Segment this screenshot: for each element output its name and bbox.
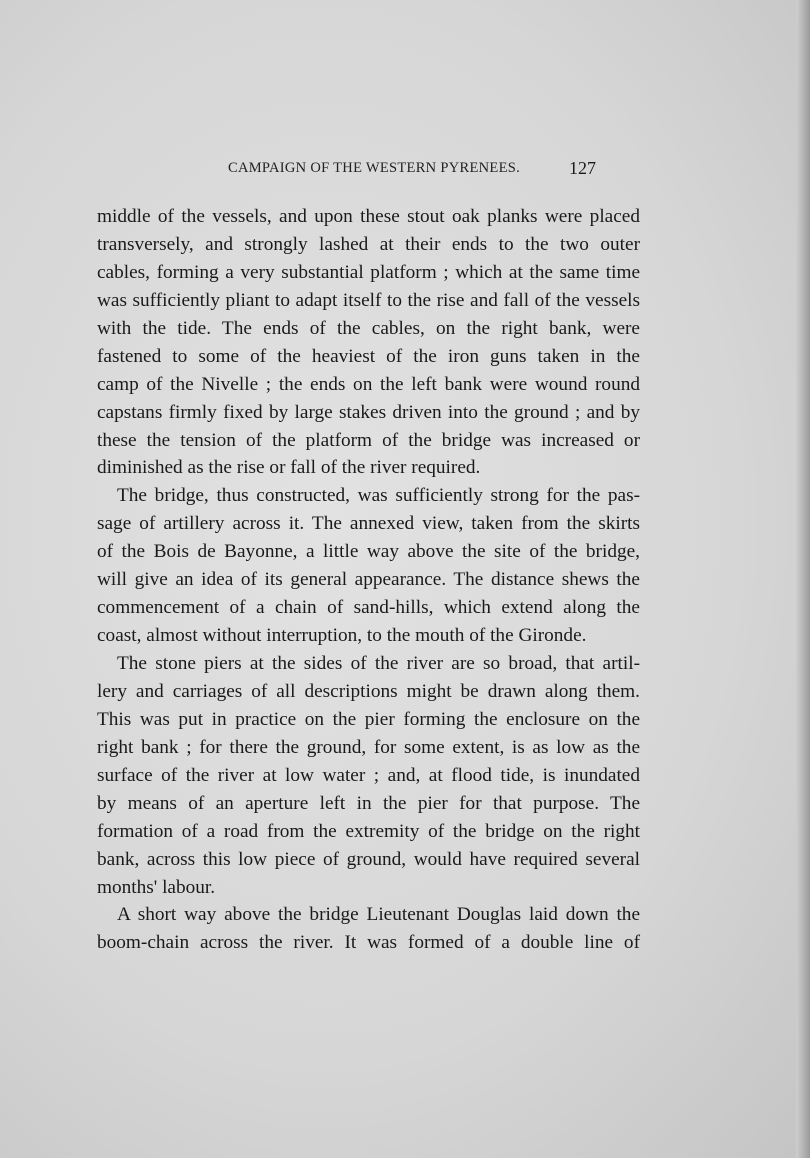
body-text (97, 203, 640, 957)
text-line: by means of an aperture left in the pier for that purpose. The (97, 792, 640, 814)
text-line: bank, across this low piece of ground, would have required several (97, 848, 640, 870)
text-line: boom-chain across the river. It was formed of a double line of (97, 932, 640, 954)
text-line: The stone piers at the sides of the river are so broad, that artil- (117, 653, 640, 674)
text-line: transversely, and strongly lashed at their ends to the two outer (97, 233, 640, 255)
text-line: formation of a road from the extremity of the bridge on the right (97, 820, 640, 842)
text-line: A short way above the bridge Lieutenant Douglas laid down the (117, 904, 640, 926)
text-line: This was put in practice on the pier forming the enclosure on the (97, 708, 640, 730)
text-line: coast, almost without interruption, to the mouth of the Gironde. (97, 625, 587, 647)
text-line: lery and carriages of all descriptions might be drawn along them. (97, 680, 640, 702)
text-line: cables, forming a very substantial platform ; which at the same time (97, 261, 640, 283)
text-line: months' labour. (97, 876, 216, 898)
text-line: will give an idea of its general appearance. The distance shews the (97, 569, 640, 591)
text-line: surface of the river at low water ; and, at flood tide, is inundated (97, 764, 640, 786)
text-line: with the tide. The ends of the cables, on the right bank, were (97, 317, 640, 339)
paragraph (97, 482, 640, 650)
paragraph (97, 203, 640, 482)
text-line: The bridge, thus constructed, was sufficiently strong for the pas- (117, 485, 640, 507)
text-line: these the tension of the platform of the bridge was increased or (97, 429, 640, 451)
paragraph (97, 650, 640, 901)
text-line: sage of artillery across it. The annexed view, taken from the skirts (97, 513, 640, 535)
text-line: camp of the Nivelle ; the ends on the left bank were wound round (97, 373, 640, 395)
text-line: middle of the vessels, and upon these stout oak planks were placed (97, 206, 640, 227)
text-line: was sufficiently pliant to adapt itself to the rise and fall of the vessels (97, 289, 640, 311)
text-line: diminished as the rise or fall of the river required. (97, 457, 481, 479)
text-line: right bank ; for there the ground, for some extent, is as low as the (97, 736, 640, 758)
text-line: fastened to some of the heaviest of the iron guns taken in the (97, 345, 640, 367)
running-header: CAMPAIGN OF THE WESTERN PYRENEES. (228, 160, 521, 176)
text-line: capstans firmly fixed by large stakes driven into the ground ; and by (97, 401, 640, 423)
page-number: 127 (569, 158, 596, 178)
text-line: of the Bois de Bayonne, a little way above the site of the bridge, (97, 541, 640, 563)
paragraph (97, 901, 640, 957)
page-edge-shadow (796, 0, 810, 1158)
text-line: commencement of a chain of sand-hills, which extend along the (97, 597, 640, 619)
